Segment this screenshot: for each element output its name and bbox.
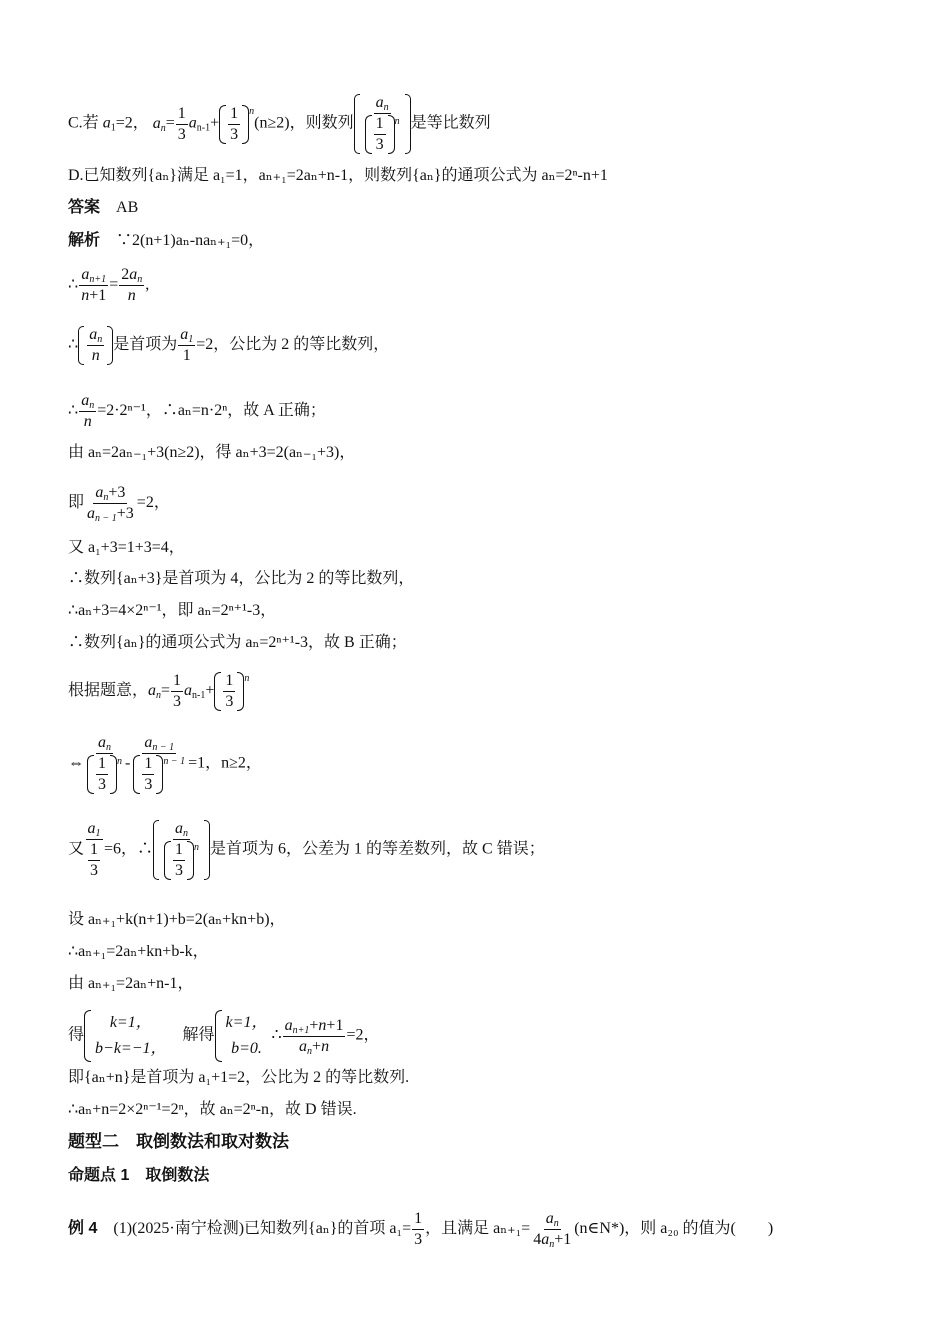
section-title: 题型二 取倒数法和取对数法 <box>68 1132 289 1151</box>
analysis-line-14: 设 aₙ₊₁+k(n+1)+b=2(aₙ+kn+b)， <box>68 911 286 928</box>
option-d-line: D.已知数列{aₙ}满足 a₁=1，aₙ₊₁=2aₙ+n-1，则数列{aₙ}的通项公式为 aₙ=2ⁿ-n+1 <box>68 167 608 184</box>
analysis-line-13: 又 $\frac{a_1}{\frac{1}{3}}$ =6，∴ $a_n$ $\frac{1}{3}$ $^n$ 是首项为 6，公差为 1 的等差数列，故 C 错误； <box>68 820 545 879</box>
option-c-line: C.若 $a_1=2$， $a_n=$ $\frac{1}{3}$ $a_{n-1}+$ $\frac{1}{3}$ $^n$ (n≥2)，则数列 $a_n$ $\frac{1}{3}$ $^n$ 是等比数列 <box>68 94 491 153</box>
analysis-line-11: 根据题意，$a_n=$ $\frac{1}{3}$ $a_{n-1}+$ $\frac{1}{3}$ $^n$ <box>68 672 250 710</box>
analysis-line-18: 即{aₙ+n}是首项为 a₁+1=2，公比为 2 的等比数列. <box>68 1069 410 1086</box>
analysis-line-15: ∴aₙ₊₁=2aₙ+kn+b-k， <box>68 943 209 960</box>
analysis-line-2: ∴ $\frac{a_{n+1}}{n+1}$ = $\frac{2a_n}{n}$ , <box>68 266 150 304</box>
analysis-line-9: ∴aₙ+3=4×2ⁿ⁻¹，即 aₙ=2ⁿ⁺¹-3， <box>68 602 277 619</box>
example-line: 例 4 (1)(2025·南宁检测)已知数列{aₙ}的首项 a₁= $\frac{1}{3}$ ，且满足 aₙ₊₁= $\frac{a_n}{4a_n+1}$ (n∈N*)，则 a₂₀ 的值为( ) <box>68 1210 774 1250</box>
analysis-line-5: 由 aₙ=2aₙ₋₁+3(n≥2)，得 aₙ+3=2(aₙ₋₁+3)， <box>68 444 356 461</box>
analysis-line-10: ∴数列{aₙ}的通项公式为 aₙ=2ⁿ⁺¹-3，故 B 正确； <box>68 634 407 651</box>
analysis-line-19: ∴aₙ+n=2×2ⁿ⁻¹=2ⁿ，故 aₙ=2ⁿ-n，故 D 错误. <box>68 1101 357 1118</box>
analysis-line-7: 又 a₁+3=1+3=4， <box>68 539 185 556</box>
subsection-title: 命题点 1 取倒数法 <box>68 1167 210 1184</box>
analysis-line-17: 得 k=1， b−k=−1， 解得 k=1， b=0. ∴ $\frac{a_{n+1}+n+1}{a_n+n}$ =2， <box>68 1010 379 1062</box>
analysis-line-16: 由 aₙ₊₁=2aₙ+n-1， <box>68 975 194 992</box>
analysis-line-6: 即 $\frac{a_n+3}{a_{n - 1}+3}$ =2， <box>68 484 170 524</box>
fraction: $\frac{1}{3}$ <box>177 104 186 143</box>
sequence-brace: $a_n$ $\frac{1}{3}$ $^n$ <box>354 94 411 154</box>
equation-system: k=1， b=0. <box>215 1010 268 1062</box>
analysis-line-3: ∴ $\frac{a_n}{n}$ 是首项为 $\frac{a_1}{1}$ =2，公比为 2 的等比数列， <box>68 326 390 364</box>
analysis-line: 解析 ∵2(n+1)aₙ-naₙ₊₁=0， <box>68 232 265 249</box>
answer-line: 答案 AB <box>68 199 139 216</box>
analysis-line-8: ∴数列{aₙ+3}是首项为 4，公比为 2 的等比数列， <box>68 570 415 587</box>
equation-system: k=1， b−k=−1， <box>84 1010 167 1062</box>
analysis-line-4: ∴ $\frac{a_n}{n}$ =2·2ⁿ⁻¹，∴aₙ=n·2ⁿ，故 A 正确； <box>68 392 326 430</box>
analysis-line-12: ⇔ $a_n$ $\frac{1}{3}$ $^n$ - $a_{n - 1}$ $\frac{1}{3}$ $^{n - 1}$ =1，n≥2， <box>68 734 262 793</box>
